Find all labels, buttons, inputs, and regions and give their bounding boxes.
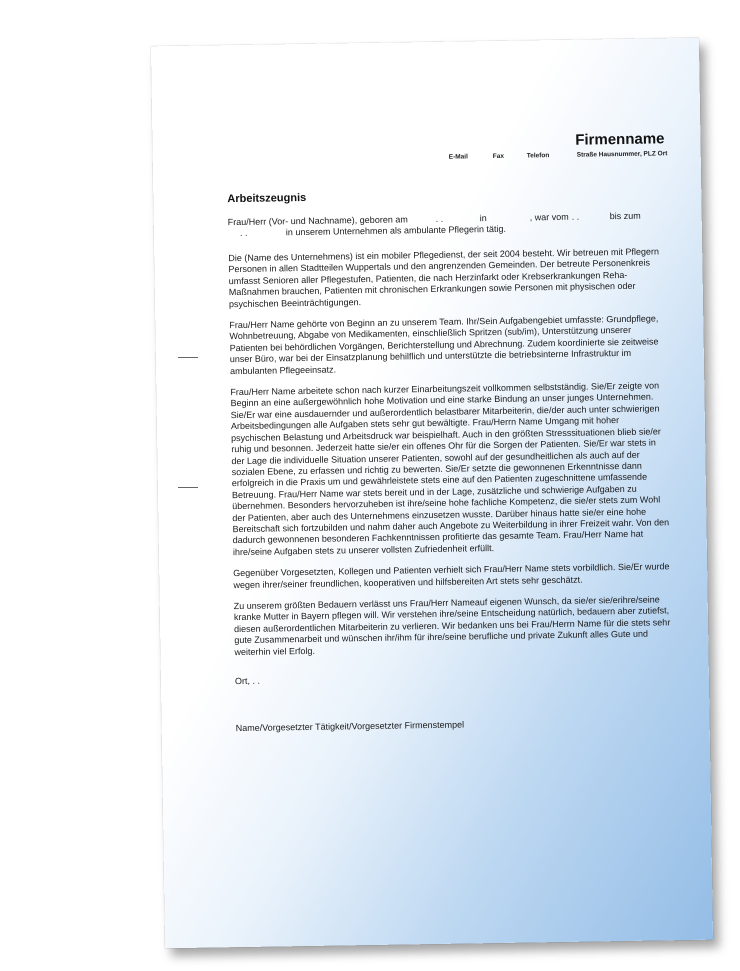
- signature-block: [236, 717, 676, 735]
- paragraph-company: Die (Name des Unternehmens) ist ein mobiler Pflegedienst, der seit 2004 besteht. Wir betreuen mit Pflegern Personen in allen Stadtteilen Wuppertals und den angrenzenden Gemeinden. Der betreute Personenkreis umfasst Senioren aller Pflegestufen, Patienten, die nach Herzinfarkt oder Krebserkrankungen Reha-Maßnahmen brauchen, Patienten mit chronischen Erkrankungen sowie Personen mit physischen oder psychischen Beeinträchtigungen.: [228, 246, 660, 309]
- address-label: Straße Hausnummer, PLZ Ort: [576, 150, 668, 159]
- intro-dots3: . .: [239, 227, 248, 238]
- intro-in: in: [479, 213, 487, 224]
- intro-paragraph: [228, 210, 668, 239]
- intro-war-vom: , war vom: [529, 211, 569, 223]
- document-title: Arbeitszeugnis: [227, 191, 307, 206]
- document-page: [151, 38, 713, 948]
- intro-part1: Frau/Herr (Vor- und Nachname), geboren am: [227, 214, 408, 228]
- company-name: Firmenname: [575, 130, 665, 149]
- intro-dots1: . .: [435, 213, 444, 224]
- paragraph-duties: Frau/Herr Name gehörte von Beginn an zu unserem Team. Ihr/Sein Aufgabengebiet umfasste: Grundpflege, Wohnbetreuung, Abgabe von Medikamenten, einschließlich Spritzen (sub/im), Unterstützung unserer Patienten bei behördlichen Vorgängen, Berichterstellung und Abrechnung. Zudem koordinierte sie zeitweise unser Büro, war bei der Einsatzplanung behilflich und unterstützte die betriebsinterne Infrastruktur im ambulanten Pflegeeinsatz.: [229, 313, 659, 376]
- telefon-label: Telefon: [526, 152, 550, 160]
- punch-mark: [178, 487, 198, 488]
- document-body: [228, 210, 676, 735]
- fax-label: Fax: [492, 152, 504, 161]
- email-label: E-Mail: [448, 153, 468, 161]
- intro-part2: in unserem Unternehmen als ambulante Pflegerin tätig.: [285, 223, 507, 238]
- intro-bis-zum: bis zum: [609, 210, 641, 222]
- signature-title-stamp: Tätigkeit/Vorgesetzter Firmenstempel: [314, 719, 465, 733]
- paragraph-departure: Zu unserem größten Bedauern verlässt uns Frau/Herr Nameauf eigenen Wunsch, da sie/er sie/erihre/seine kranke Mutter in Bayern pflegen will. Wir verstehen ihre/seine Entscheidung natürlich, bedauern aber zutiefst, diesen außerordentlichen Mitarbeiterin zu verlieren. Wir bedanken uns bei Frau/Herrn Name für die stets sehr gute Zusammenarbeit und wünschen ihr/ihm für ihre/seine berufliche und private Zukunft alles Gute und weiterhin viel Erfolg.: [233, 594, 671, 657]
- closing-place-date: Ort, . .: [234, 675, 261, 687]
- paragraph-conduct: Gegenüber Vorgesetzten, Kollegen und Patienten verhielt sich Frau/Herr Name stets vorbildlich. Sie/Er wurde wegen ihrer/seiner freundlichen, kooperativen und hilfsbereiten Art stets sehr geschätzt.: [233, 561, 670, 590]
- fold-mark: [178, 357, 198, 358]
- signature-name: Name/Vorgesetzter: [235, 722, 313, 734]
- intro-dots2: . .: [571, 211, 580, 222]
- paragraph-performance: Frau/Herr Name arbeitete schon nach kurzer Einarbeitungszeit vollkommen selbstständig. Sie/Er zeigte von Beginn an eine außergewöhnlich hohe Motivation und eine starke Bindung an unser junges Unternehmen. Sie/Er war eine ausdauernder und außerordentlich belastbarer Mitarbeiterin, die/der auch unter schwierigen Arbeitsbedingungen alle Aufgaben stets sehr gut bewältigte. Frau/Herrn Name Umgang mit hoher psychischen Belastung und Arbeitsdruck war beispielhaft. Auch in den größten Stresssituationen blieb sie/er ruhig und besonnen. Jederzeit hatte sie/er ein offenes Ohr für die Sorgen der Patienten. Sie/Er war stets in der Lage die individuelle Situation unserer Patienten, sowohl auf der gesundheitlichen als auch auf der sozialen Ebene, zu erfassen und richtig zu bewerten. Sie/Er setzte die gewonnenen Erkenntnisse dann erfolgreich in die Praxis um und gewährleistete stets eine auf den Patienten zugeschnittene umfassende Betreuung. Frau/Herr Name war stets bereit und in der Lage, zusätzliche und schwierige Aufgaben zu übernehmen. Besonders hervorzuheben ist ihre/seine hohe fachliche Kompetenz, die sie/er stets zum Wohl der Patienten, aber auch des Unternehmens einzusetzen wusste. Darüber hinaus hatte sie/er eine hohe Bereitschaft sich fortzubilden und nahm daher auch Angebote zu Weiterbildung in ihrer Freizeit wahr. Von den dadurch gewonnenen besonderen Fachkenntnissen profitierte das gesamte Team. Frau/Herr Name hat ihre/seine Aufgaben stets zu unserer vollsten Zufriedenheit erfüllt.: [230, 380, 670, 557]
